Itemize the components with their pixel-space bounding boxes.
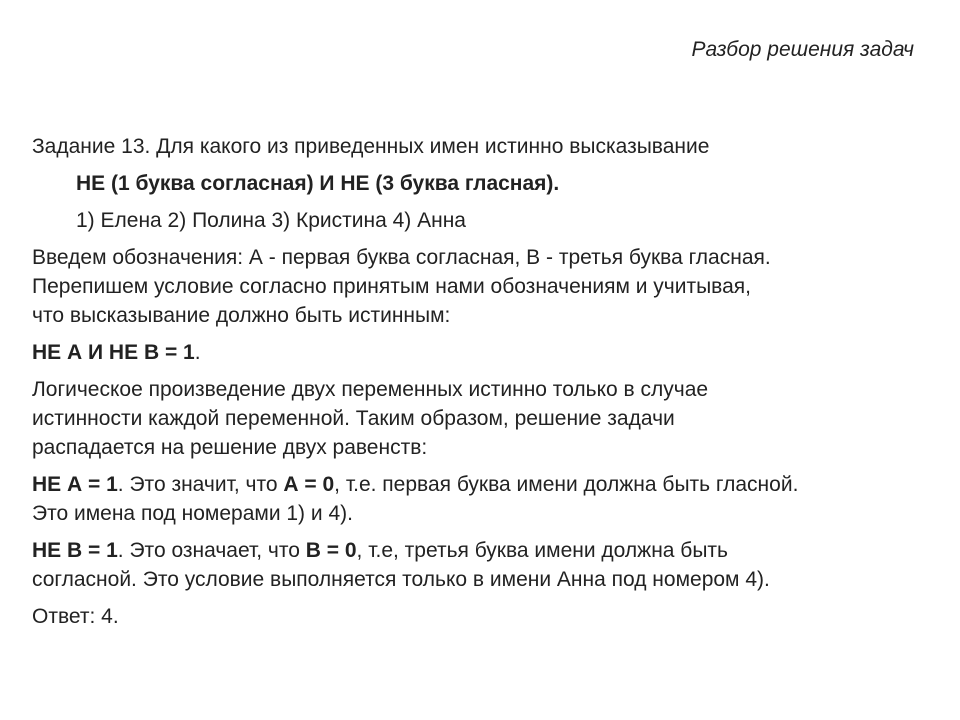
task-expression — [32, 169, 922, 198]
equation-1-text-tail: , т.е. первая буква имени должна быть гласной. — [334, 473, 799, 496]
notation-paragraph — [32, 243, 922, 330]
equation-1-text: . Это значит, что — [117, 473, 284, 496]
notation-line: Введем обозначения: А - первая буква согласная, В - третья буква гласная. — [32, 246, 771, 269]
equation-2-line-2: согласной. Это условие выполняется только в имени Анна под номером 4). — [32, 568, 770, 591]
equation-1-line — [32, 470, 922, 499]
equation-2-text: . Это означает, что — [117, 539, 306, 562]
equation-1-bold-value: А = 0 — [283, 473, 335, 496]
logic-line: истинности каждой переменной. Таким образом, решение задачи — [32, 407, 675, 430]
formula-bold: НЕ А И НЕ В = 1 — [32, 341, 195, 364]
formula-line — [32, 338, 922, 367]
logic-line: распадается на решение двух равенств: — [32, 436, 428, 459]
task-expression-text: НЕ (1 буква согласная) И НЕ (3 буква гласная). — [76, 172, 560, 195]
slide-body — [32, 132, 922, 639]
equation-2-text-tail: , т.е, третья буква имени должна быть — [356, 539, 728, 562]
task-options: 1) Елена 2) Полина 3) Кристина 4) Анна — [76, 209, 466, 232]
equation-1-bold: НЕ А = 1 — [32, 473, 118, 496]
equation-2-paragraph — [32, 536, 922, 594]
slide-heading: Разбор решения задач — [691, 38, 914, 61]
equation-2-bold-value: В = 0 — [305, 539, 357, 562]
equation-1-line-2: Это имена под номерами 1) и 4). — [32, 502, 353, 525]
task-intro: Задание 13. Для какого из приведенных имен истинно высказывание — [32, 135, 710, 158]
logic-paragraph — [32, 375, 922, 462]
equation-2-bold: НЕ В = 1 — [32, 539, 118, 562]
notation-line: Перепишем условие согласно принятым нами обозначениям и учитывая, — [32, 275, 751, 298]
notation-line: что высказывание должно быть истинным: — [32, 304, 451, 327]
logic-line: Логическое произведение двух переменных истинно только в случае — [32, 378, 709, 401]
equation-1-paragraph — [32, 470, 922, 528]
formula-tail: . — [194, 341, 201, 364]
equation-2-line — [32, 536, 922, 565]
answer: Ответ: 4. — [32, 605, 119, 628]
